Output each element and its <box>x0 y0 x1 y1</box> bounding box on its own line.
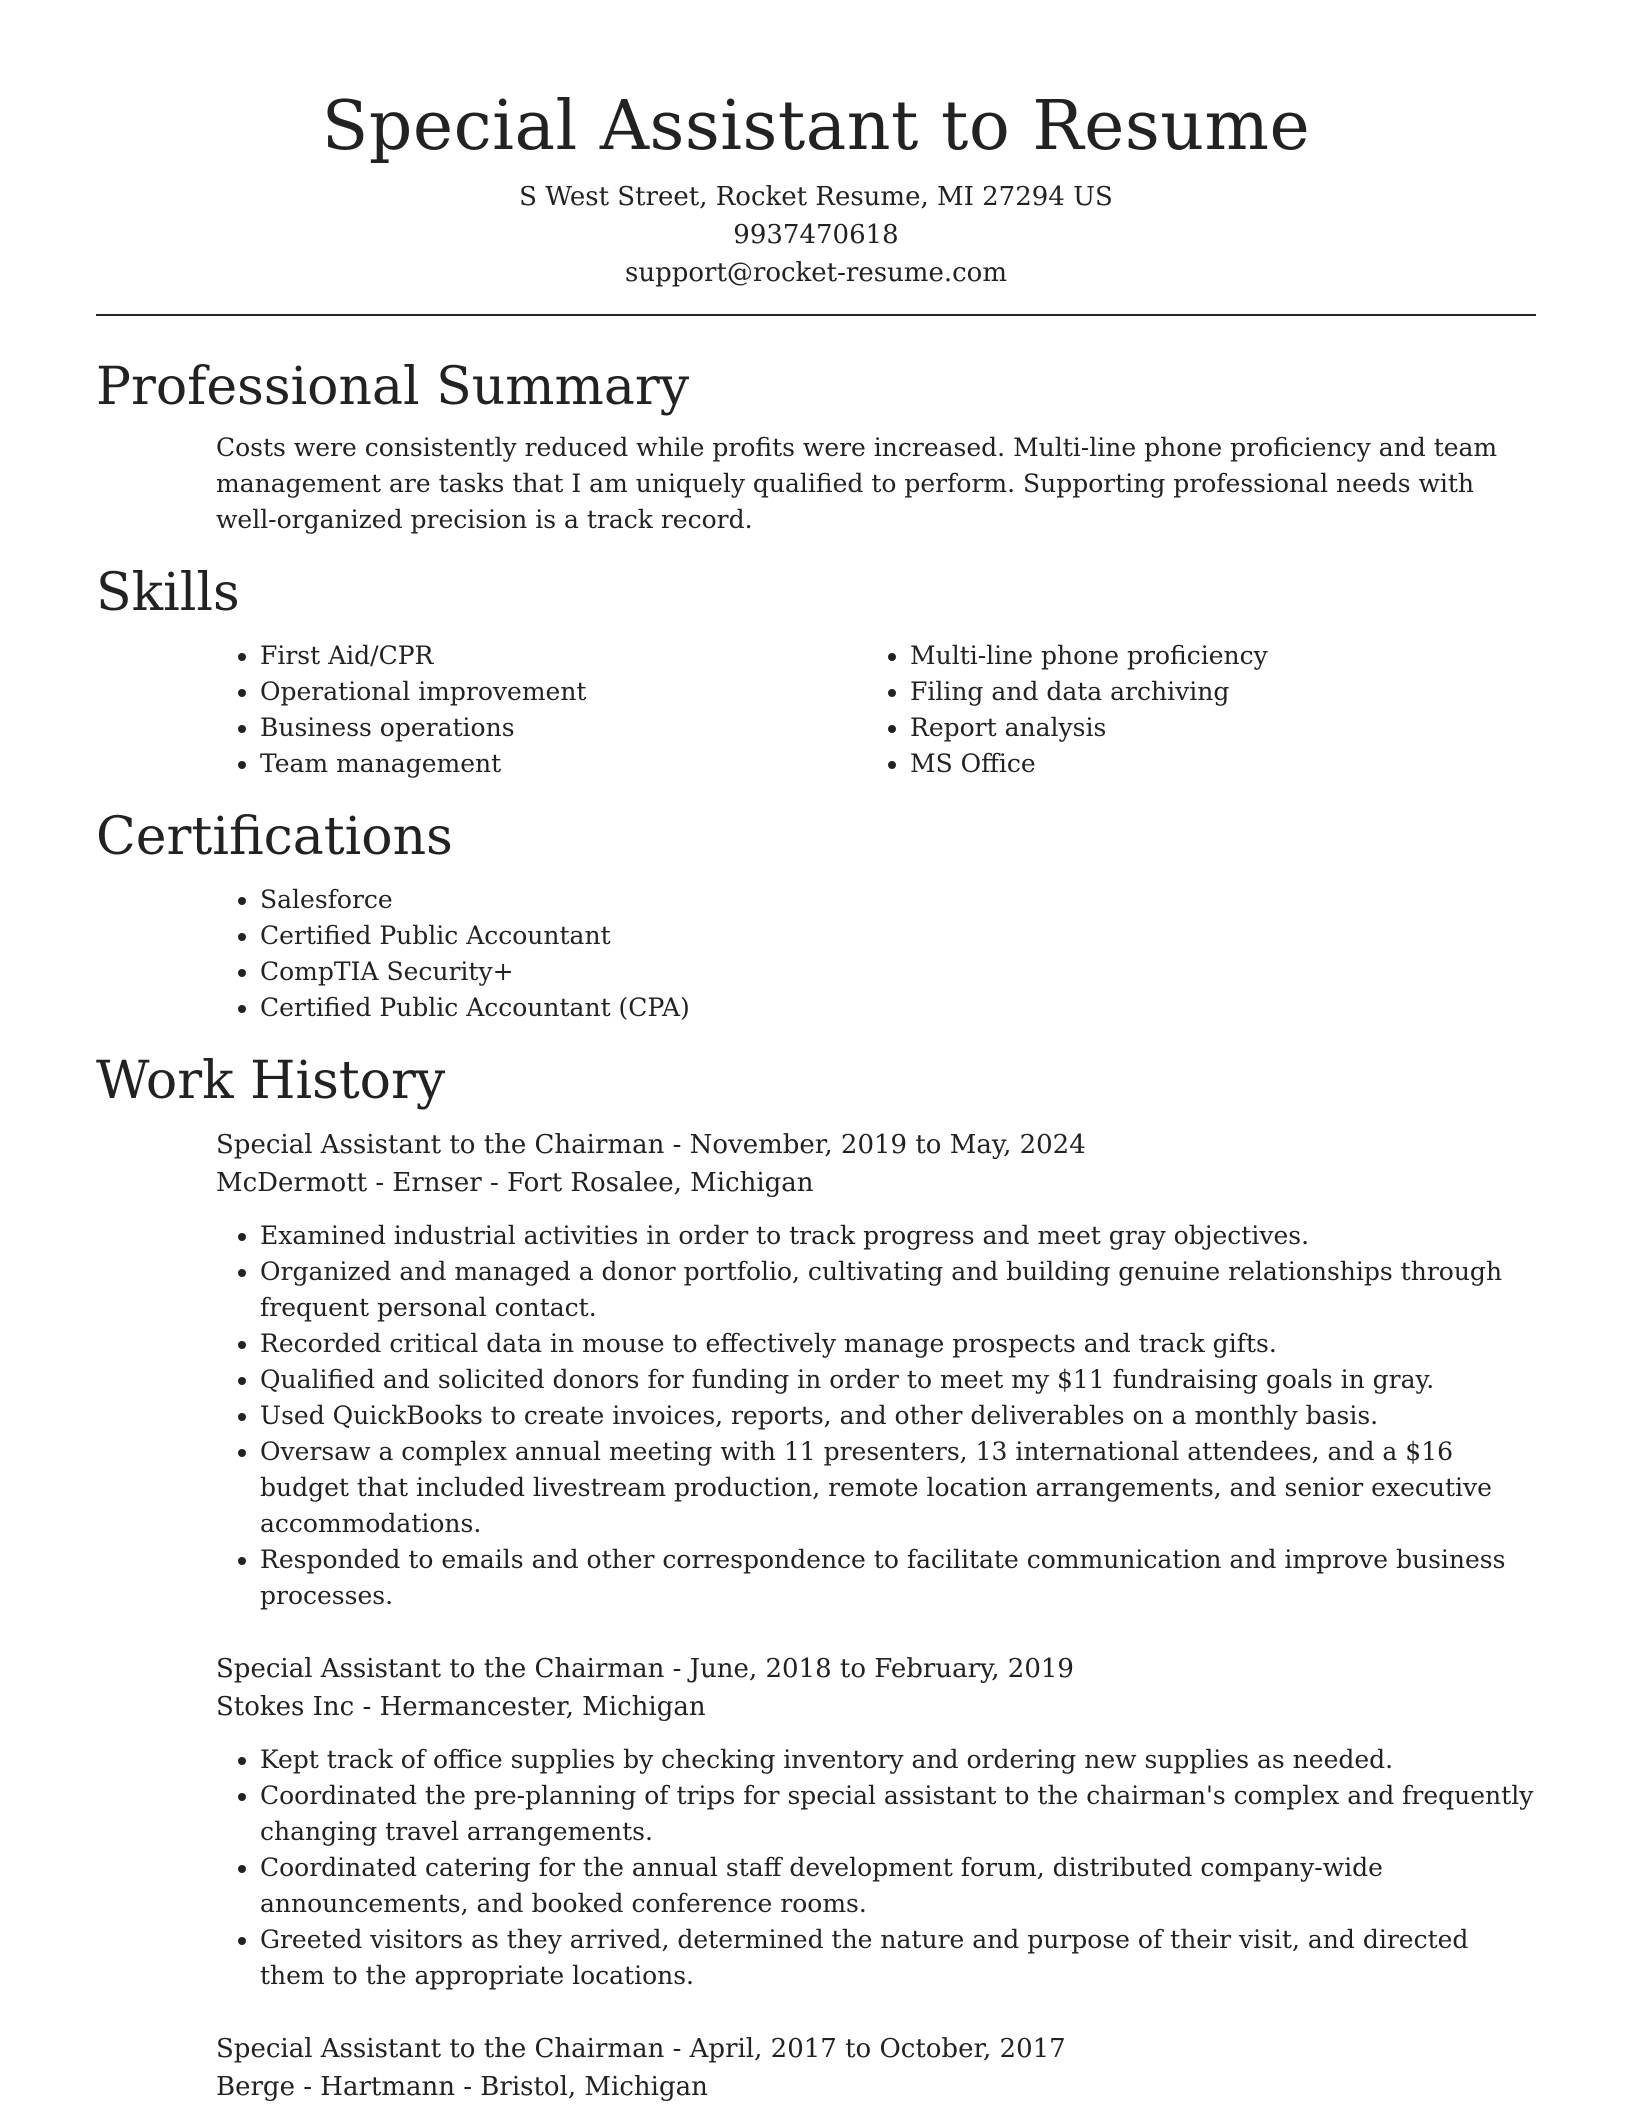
certification-item: • Certified Public Accountant (CPA) <box>260 990 1536 1026</box>
job-bullet: • Organized and managed a donor portfolio, cultivating and building genuine relationships through frequent personal contact. <box>260 1254 1536 1326</box>
skill-item: • First Aid/CPR <box>260 638 866 674</box>
job-bullet: • Kept track of office supplies by checking inventory and ordering new supplies as needed. <box>260 1742 1536 1778</box>
skills-column-left <box>216 638 866 782</box>
job-dates: - April, 2017 to October, 2017 <box>664 2034 1066 2064</box>
job-title-line <box>216 1126 1536 1164</box>
job-entry <box>216 1650 1536 1994</box>
summary-text: Costs were consistently reduced while profits were increased. Multi-line phone proficiency and team management are tasks that I am uniquely qualified to perform. Supporting professional needs with well-organized precision is a track record. <box>216 433 1498 534</box>
contact-phone: 9937470618 <box>733 220 899 250</box>
skill-item: • Team management <box>260 746 866 782</box>
job-title-line <box>216 2030 1536 2068</box>
job-dates: - November, 2019 to May, 2024 <box>664 1130 1086 1160</box>
job-company: Berge - Hartmann <box>216 2072 455 2102</box>
skills-column-right <box>866 638 1516 782</box>
job-bullets <box>216 1742 1536 1994</box>
job-company: McDermott - Ernser <box>216 1168 482 1198</box>
job-bullet: • Coordinated the pre-planning of trips for special assistant to the chairman's complex and frequently changing travel arrangements. <box>260 1778 1536 1850</box>
job-company-line <box>216 2068 1536 2106</box>
resume-name: Special Assistant to Resume <box>321 87 1311 166</box>
job-bullet: • Qualified and solicited donors for funding in order to meet my $11 fundraising goals in gray. <box>260 1362 1536 1398</box>
certifications-list <box>216 882 1536 1026</box>
job-location: - Bristol, Michigan <box>454 2072 708 2102</box>
certifications-title: Certifications <box>96 807 453 867</box>
job-bullet: • Oversaw a complex annual meeting with 11 presenters, 13 international attendees, and a $16 budget that included livestream production, remote location arrangements, and senior executive accommodations. <box>260 1434 1536 1542</box>
job-company: Stokes Inc <box>216 1692 355 1722</box>
job-bullet: • Coordinated catering for the annual staff development forum, distributed company-wide announcements, and booked conference rooms. <box>260 1850 1536 1922</box>
job-location: - Hermancester, Michigan <box>354 1692 706 1722</box>
job-title: Special Assistant to the Chairman <box>216 1654 665 1684</box>
skill-item: • Business operations <box>260 710 866 746</box>
work-history-title: Work History <box>96 1051 446 1111</box>
job-title: Special Assistant to the Chairman <box>216 1130 665 1160</box>
skill-item: • MS Office <box>910 746 1516 782</box>
contact-address: S West Street, Rocket Resume, MI 27294 US <box>519 182 1113 212</box>
skills-title: Skills <box>96 563 240 623</box>
job-entry <box>216 2030 1536 2106</box>
skills-grid <box>216 638 1536 782</box>
certification-item: • Certified Public Accountant <box>260 918 1536 954</box>
job-bullet: • Greeted visitors as they arrived, determined the nature and purpose of their visit, and directed them to the appropriate locations. <box>260 1922 1536 1994</box>
skill-item: • Filing and data archiving <box>910 674 1516 710</box>
work-history-section <box>96 1050 1536 2106</box>
certification-item: • Salesforce <box>260 882 1536 918</box>
contact-block <box>96 178 1536 292</box>
job-dates: - June, 2018 to February, 2019 <box>664 1654 1074 1684</box>
certifications-section <box>96 806 1536 1026</box>
contact-email: support@rocket-resume.com <box>624 258 1007 288</box>
job-company-line <box>216 1688 1536 1726</box>
job-bullets <box>216 1218 1536 1614</box>
resume-header <box>96 0 1536 292</box>
skills-section <box>96 562 1536 782</box>
job-company-line <box>216 1164 1536 1202</box>
job-location: - Fort Rosalee, Michigan <box>481 1168 814 1198</box>
skill-item: • Report analysis <box>910 710 1516 746</box>
job-bullet: • Responded to emails and other correspondence to facilitate communication and improve business processes. <box>260 1542 1536 1614</box>
skill-item: • Multi-line phone proficiency <box>910 638 1516 674</box>
job-bullet: • Examined industrial activities in order to track progress and meet gray objectives. <box>260 1218 1536 1254</box>
job-bullet: • Recorded critical data in mouse to effectively manage prospects and track gifts. <box>260 1326 1536 1362</box>
job-title: Special Assistant to the Chairman <box>216 2034 665 2064</box>
summary-section <box>96 356 1536 538</box>
summary-title: Professional Summary <box>96 357 690 417</box>
job-entry <box>216 1126 1536 1614</box>
job-title-line <box>216 1650 1536 1688</box>
header-divider <box>96 314 1536 316</box>
resume-page <box>96 0 1536 2106</box>
skill-item: • Operational improvement <box>260 674 866 710</box>
job-bullet: • Used QuickBooks to create invoices, reports, and other deliverables on a monthly basis. <box>260 1398 1536 1434</box>
certification-item: • CompTIA Security+ <box>260 954 1536 990</box>
